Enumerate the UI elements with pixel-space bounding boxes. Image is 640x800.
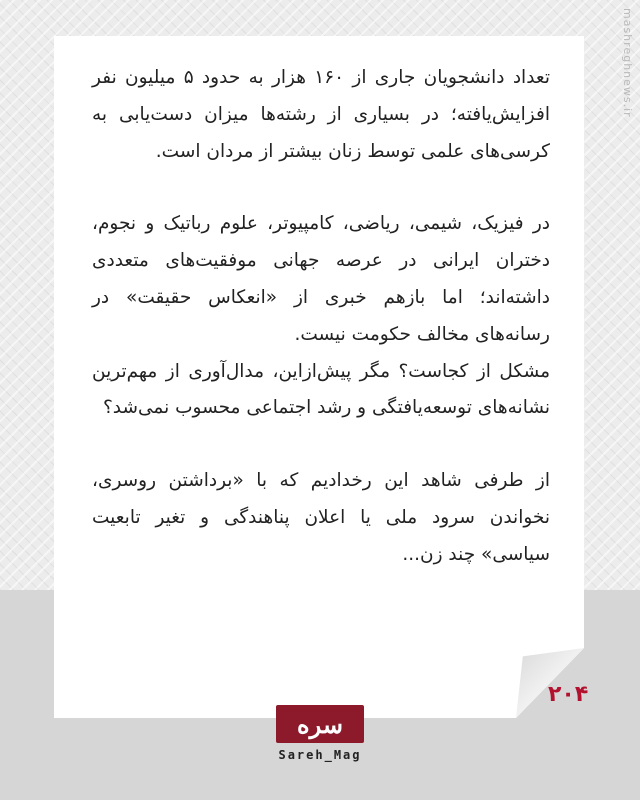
brand-logo <box>276 705 364 743</box>
page-number: ۲۰۴ <box>548 682 589 707</box>
logo-text: سره <box>297 709 343 739</box>
article-text <box>92 60 550 574</box>
paragraph-3: مشکل از کجاست؟ مگر پیش‌ازاین، مدال‌آوری از مهم‌ترین نشانه‌های توسعه‌یافتگی و رشد اجتماعی محسوب نمی‌شد؟ <box>92 360 550 419</box>
paragraph-4: از طرفی شاهد این رخدادیم که با «برداشتن روسری، نخواندن سرود ملی یا اعلان پناهندگی و تغیر تابعیت سیاسی» چند زن... <box>92 470 550 565</box>
paragraph-2: در فیزیک، شیمی، ریاضی، کامپیوتر، علوم رباتیک و نجوم، دختران ایرانی در عرصه جهانی موفقیت‌های متعددی داشته‌اند؛ اما بازهم خبری از «انعکاس حقیقت» در رسانه‌های مخالف حکومت نیست. <box>92 213 550 345</box>
paragraph-1: تعداد دانشجویان جاری از ۱۶۰ هزار به حدود ۵ میلیون نفر افزایش‌یافته؛ در بسیاری از رشته‌ها میزان دست‌یابی به کرسی‌های علمی توسط زنان بیشتر از مردان است. <box>92 67 550 162</box>
social-handle: Sareh_Mag <box>278 748 362 762</box>
watermark: mashreghnews.ir <box>621 8 634 118</box>
